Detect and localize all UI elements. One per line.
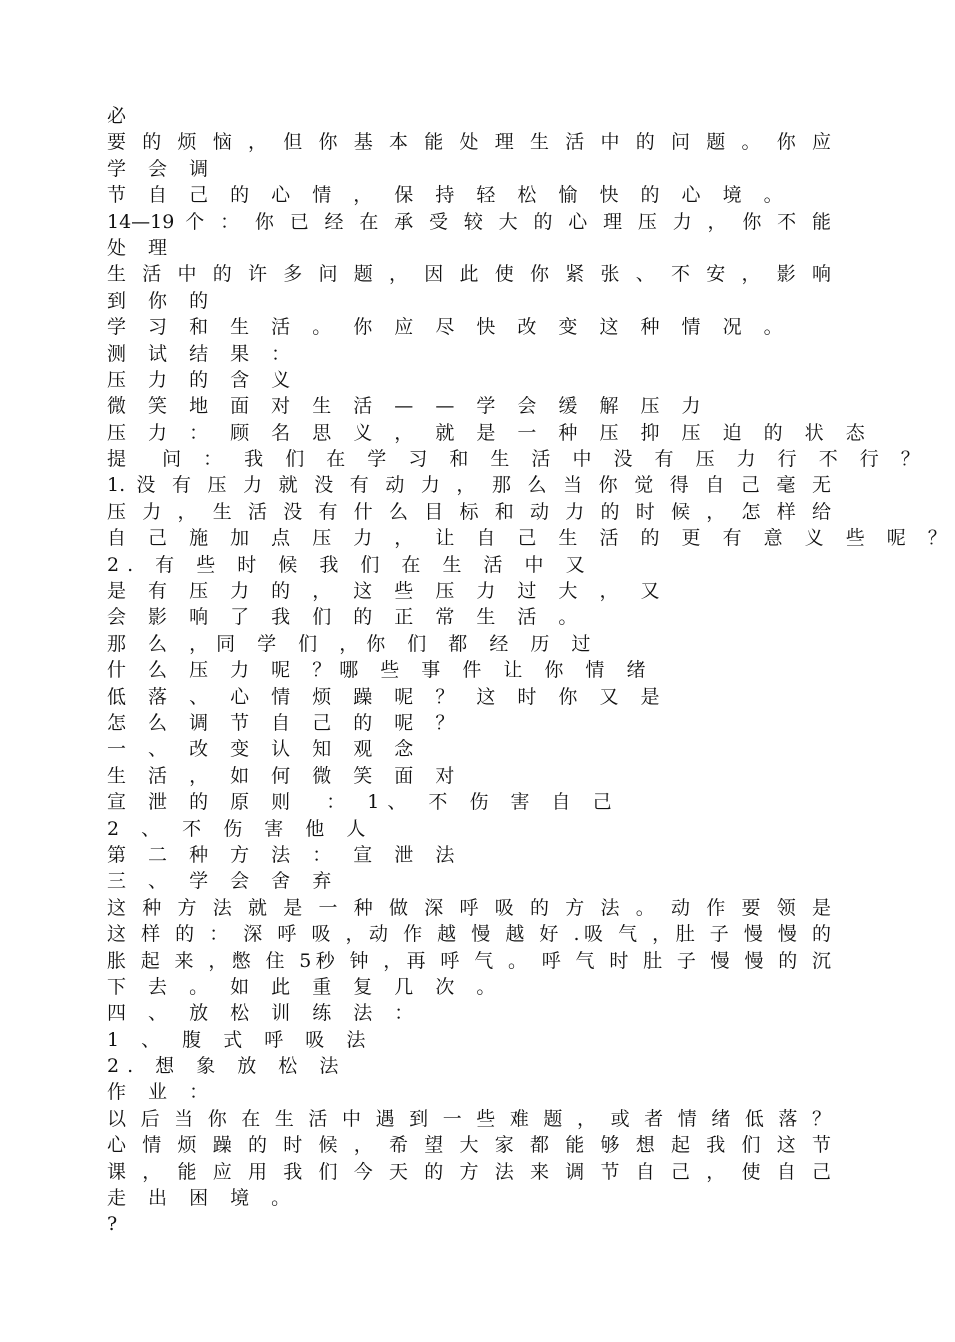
text-line: 1. 没 有 压 力 就 没 有 动 力 ， 那 么 当 你 觉 得 自 己 毫 无 bbox=[107, 474, 831, 497]
text-line: 节 自 己 的 心 情 ， 保 持 轻 松 愉 快 的 心 境 。 bbox=[107, 184, 791, 207]
text-line: 低 落 、 心 情 烦 躁 呢 ？ 这 时 你 又 是 bbox=[107, 685, 668, 708]
text-line: 以 后 当 你 在 生 活 中 遇 到 一 些 难 题 ， 或 者 情 绪 低 落 ？ bbox=[107, 1107, 831, 1130]
text-line: 测 试 结 果 ： bbox=[107, 342, 299, 365]
text-line: 什 么 压 力 呢 ？哪 些 事 件 让 你 情 绪 bbox=[107, 659, 654, 682]
text-line: 走 出 困 境 。 bbox=[107, 1187, 299, 1210]
text-line: 心 情 烦 躁 的 时 候 ， 希 望 大 家 都 能 够 想 起 我 们 这 节 bbox=[107, 1134, 831, 1157]
text-line: 这 样 的 ： 深 呼 吸 ，动 作 越 慢 越 好 .吸 气 ，肚 子 慢 慢 的 bbox=[107, 923, 831, 946]
text-line: 是 有 压 力 的 ， 这 些 压 力 过 大 ， 又 bbox=[107, 580, 668, 603]
text-line: 2. 有 些 时 候 我 们 在 生 活 中 又 bbox=[107, 553, 593, 576]
text-line: 四 、 放 松 训 练 法 ： bbox=[107, 1002, 422, 1025]
text-line: 到 你 的 bbox=[107, 289, 217, 312]
text-line: 要 的 烦 恼 ， 但 你 基 本 能 处 理 生 活 中 的 问 题 。 你 应 bbox=[107, 131, 831, 154]
text-line: 胀 起 来 ，憋 住 5秒 钟 ，再 呼 气 。 呼 气 时 肚 子 慢 慢 的 沉 bbox=[107, 949, 831, 972]
text-line: 作 业 ： bbox=[107, 1081, 217, 1104]
text-line: 压 力 ， 生 活 没 有 什 么 目 标 和 动 力 的 时 候 ， 怎 样 给 bbox=[107, 500, 831, 523]
text-line: 微 笑 地 面 对 生 活 — — 学 会 缓 解 压 力 bbox=[107, 395, 709, 418]
text-line: 14—19 个 ： 你 已 经 在 承 受 较 大 的 心 理 压 力 ， 你 不 能 bbox=[107, 210, 831, 233]
text-line: 课 ， 能 应 用 我 们 今 天 的 方 法 来 调 节 自 己 ， 使 自 己 bbox=[107, 1160, 831, 1183]
text-line: 学 会 调 bbox=[107, 157, 217, 180]
text-line: 怎 么 调 节 自 己 的 呢 ？ bbox=[107, 711, 463, 734]
text-line: 会 影 响 了 我 们 的 正 常 生 活 。 bbox=[107, 606, 586, 629]
text-line: 处 理 bbox=[107, 236, 176, 259]
text-line: 必 bbox=[107, 105, 135, 127]
text-line: 那 么 ，同 学 们 ，你 们 都 经 历 过 bbox=[107, 632, 599, 655]
text-line: 压 力 ： 顾 名 思 义 ， 就 是 一 种 压 抑 压 迫 的 状 态 bbox=[107, 421, 873, 444]
text-line: 这 种 方 法 就 是 一 种 做 深 呼 吸 的 方 法 。 动 作 要 领 是 bbox=[107, 896, 831, 919]
text-line: 2. 想 象 放 松 法 bbox=[107, 1055, 347, 1078]
text-line: 宣 泄 的 原 则 ： 1、 不 伤 害 自 己 bbox=[107, 791, 620, 814]
text-line: 1 、 腹 式 呼 吸 法 bbox=[107, 1028, 374, 1051]
text-line: 下 去 。 如 此 重 复 几 次 。 bbox=[107, 975, 504, 998]
text-line: 第 二 种 方 法 ： 宣 泄 法 bbox=[107, 843, 463, 866]
text-line: 压 力 的 含 义 bbox=[107, 368, 299, 391]
text-line: 提 问 ： 我 们 在 学 习 和 生 活 中 没 有 压 力 行 不 行 ？ bbox=[107, 448, 928, 471]
document-body bbox=[107, 103, 955, 1238]
text-line: 三 、 学 会 舍 弃 bbox=[107, 870, 340, 893]
text-line: 生 活 中 的 许 多 问 题 ， 因 此 使 你 紧 张 、 不 安 ， 影 响 bbox=[107, 263, 831, 286]
text-line: 一 、 改 变 认 知 观 念 bbox=[107, 738, 422, 761]
text-line: ? bbox=[107, 1213, 126, 1236]
text-line: 学 习 和 生 活 。 你 应 尽 快 改 变 这 种 情 况 。 bbox=[107, 316, 791, 339]
text-line: 2 、 不 伤 害 他 人 bbox=[107, 817, 374, 840]
text-line: 自 己 施 加 点 压 力 ， 让 自 己 生 活 的 更 有 意 义 些 呢 ？ bbox=[107, 527, 955, 550]
text-line: 生 活 ， 如 何 微 笑 面 对 bbox=[107, 764, 463, 787]
